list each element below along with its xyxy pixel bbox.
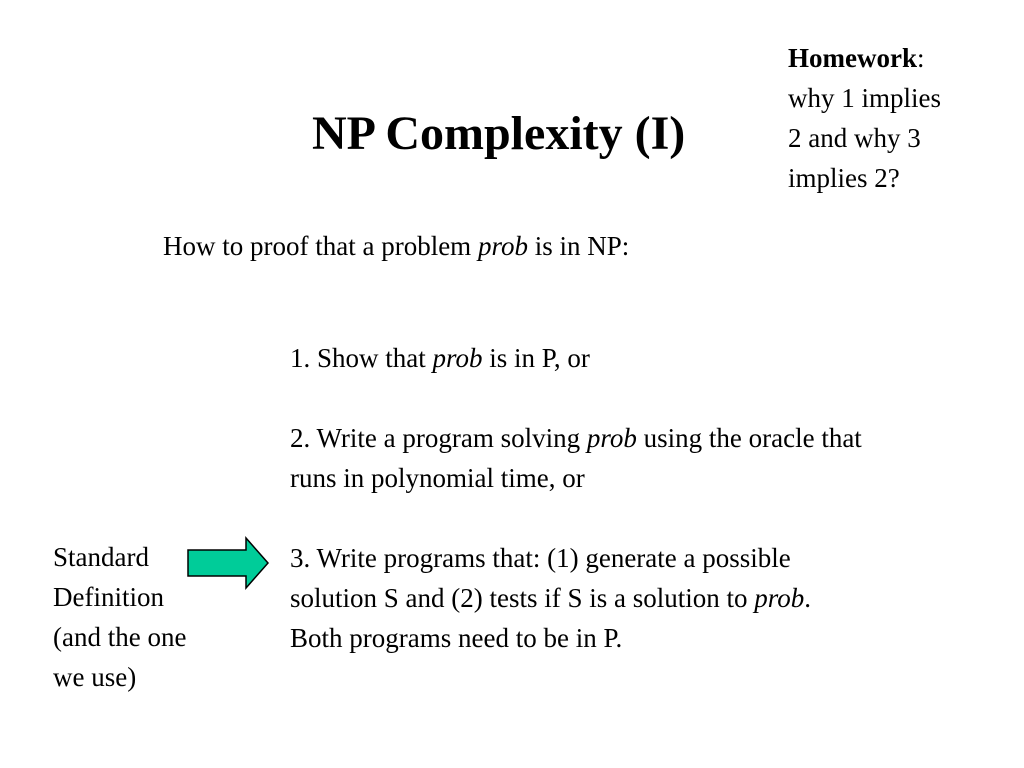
method-item-3	[290, 538, 1020, 658]
method-item-1-prob-term: prob	[432, 343, 483, 373]
standard-definition-line-3: (and the one	[53, 622, 187, 652]
homework-colon: :	[916, 43, 925, 73]
homework-label: Homework	[788, 43, 917, 73]
method-item-1-text-start: 1. Show that	[290, 343, 433, 373]
method-item-3-line-2	[290, 578, 1020, 618]
slide-title: NP Complexity (I)	[312, 107, 686, 160]
method-item-1	[290, 338, 1020, 378]
method-item-2-line-1	[290, 418, 1020, 458]
method-item-3-text-start: solution S and (2) tests if S is a solution to	[290, 583, 755, 613]
method-list	[290, 338, 1020, 658]
method-item-2-line-2: runs in polynomial time, or	[290, 463, 585, 493]
method-item-3-line-1: 3. Write programs that: (1) generate a possible	[290, 543, 791, 573]
intro-prob-term: prob	[477, 231, 528, 261]
method-item-2-text-start: 2. Write a program solving	[290, 423, 587, 453]
intro-text	[163, 226, 629, 266]
method-item-3-text-end: .	[804, 583, 812, 613]
standard-definition-line-4: we use)	[53, 662, 137, 692]
homework-line-3: implies 2?	[788, 163, 900, 193]
homework-line-2: 2 and why 3	[788, 123, 921, 153]
method-item-3-prob-term: prob	[754, 583, 805, 613]
standard-definition-line-2: Definition	[53, 582, 164, 612]
method-item-2-prob-term: prob	[586, 423, 637, 453]
intro-text-end: is in NP:	[527, 231, 630, 261]
method-item-3-line-3: Both programs need to be in P.	[290, 623, 623, 653]
method-item-1-text-end: is in P, or	[482, 343, 590, 373]
standard-definition-line-1: Standard	[53, 542, 149, 572]
homework-note	[788, 38, 1008, 198]
homework-line-1: why 1 implies	[788, 83, 941, 113]
method-item-2	[290, 418, 1020, 498]
right-arrow-icon	[186, 536, 270, 590]
homework-heading	[788, 38, 1008, 78]
method-item-1-line-1	[290, 338, 1020, 378]
arrow-shape	[188, 538, 268, 588]
method-item-2-text-end: using the oracle that	[636, 423, 862, 453]
intro-text-start: How to proof that a problem	[163, 231, 478, 261]
